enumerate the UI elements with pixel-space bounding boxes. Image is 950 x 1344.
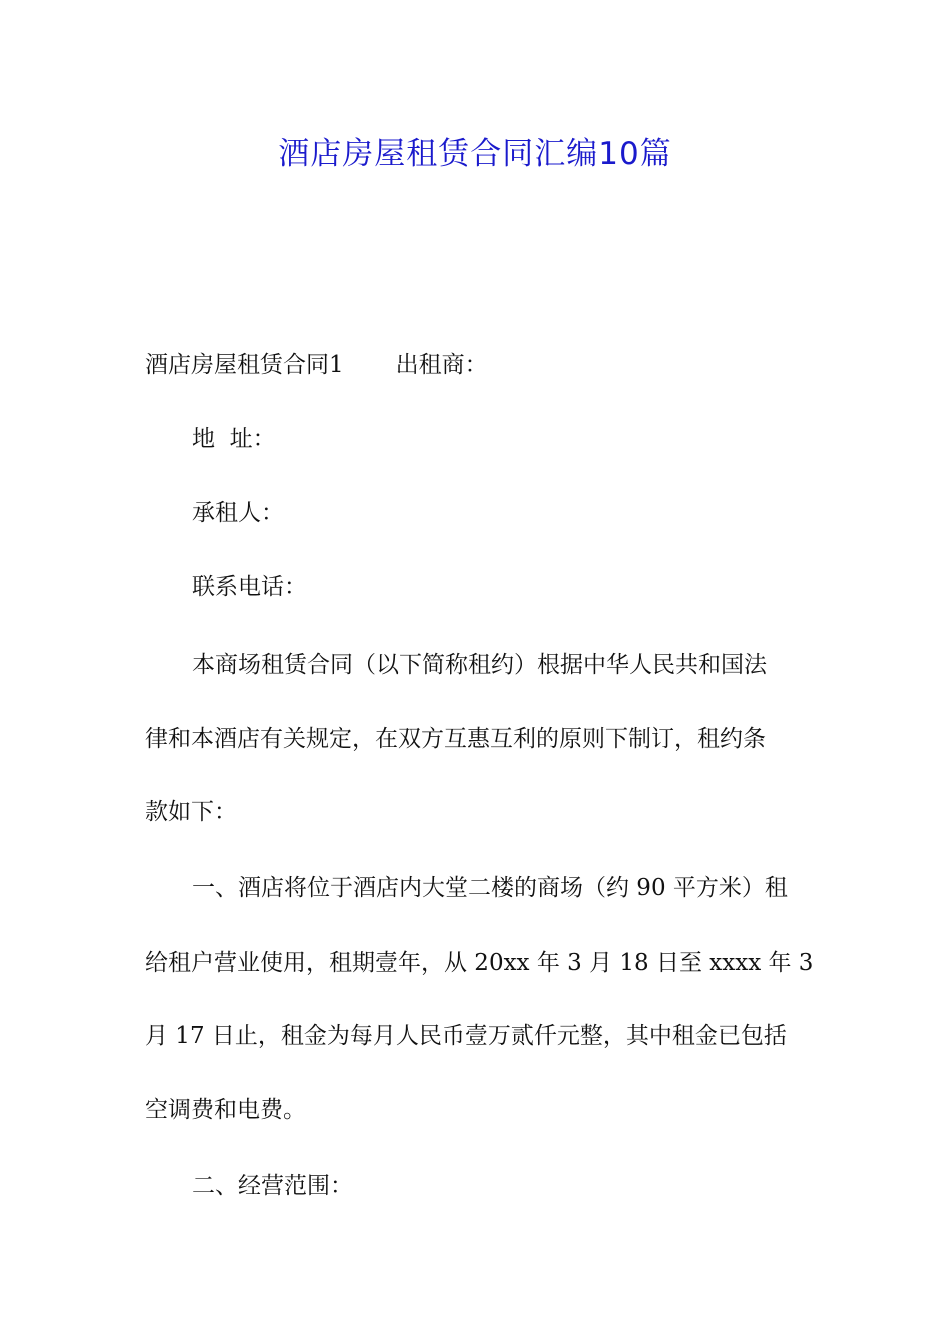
intro-line-1: 本商场租赁合同（以下简称租约）根据中华人民共和国法 [192, 652, 767, 678]
intro-line-2: 律和本酒店有关规定，在双方互惠互利的原则下制订，租约条 [145, 726, 766, 752]
intro-line-3: 款如下： [145, 799, 237, 825]
contract-name: 酒店房屋租赁合同1 [145, 352, 344, 378]
clause2-line-1: 二、经营范围： [192, 1173, 353, 1199]
document-title: 酒店房屋租赁合同汇编10篇 [278, 136, 672, 172]
lessee-label: 承租人： [192, 500, 284, 526]
address-label: 地 址： [192, 426, 276, 452]
phone-label: 联系电话： [192, 574, 307, 600]
clause1-line-4: 空调费和电费。 [145, 1097, 306, 1123]
lessor-label: 出租商： [395, 352, 488, 378]
clause1-line-1: 一、酒店将位于酒店内大堂二楼的商场（约 90 平方米）租 [192, 875, 788, 901]
clause1-line-2: 给租户营业使用，租期壹年，从 20xx 年 3 月 18 日至 xxxx 年 3 [145, 950, 814, 976]
clause1-line-3: 月 17 日止，租金为每月人民币壹万贰仟元整，其中租金已包括 [145, 1023, 787, 1049]
heading-line [145, 346, 488, 379]
